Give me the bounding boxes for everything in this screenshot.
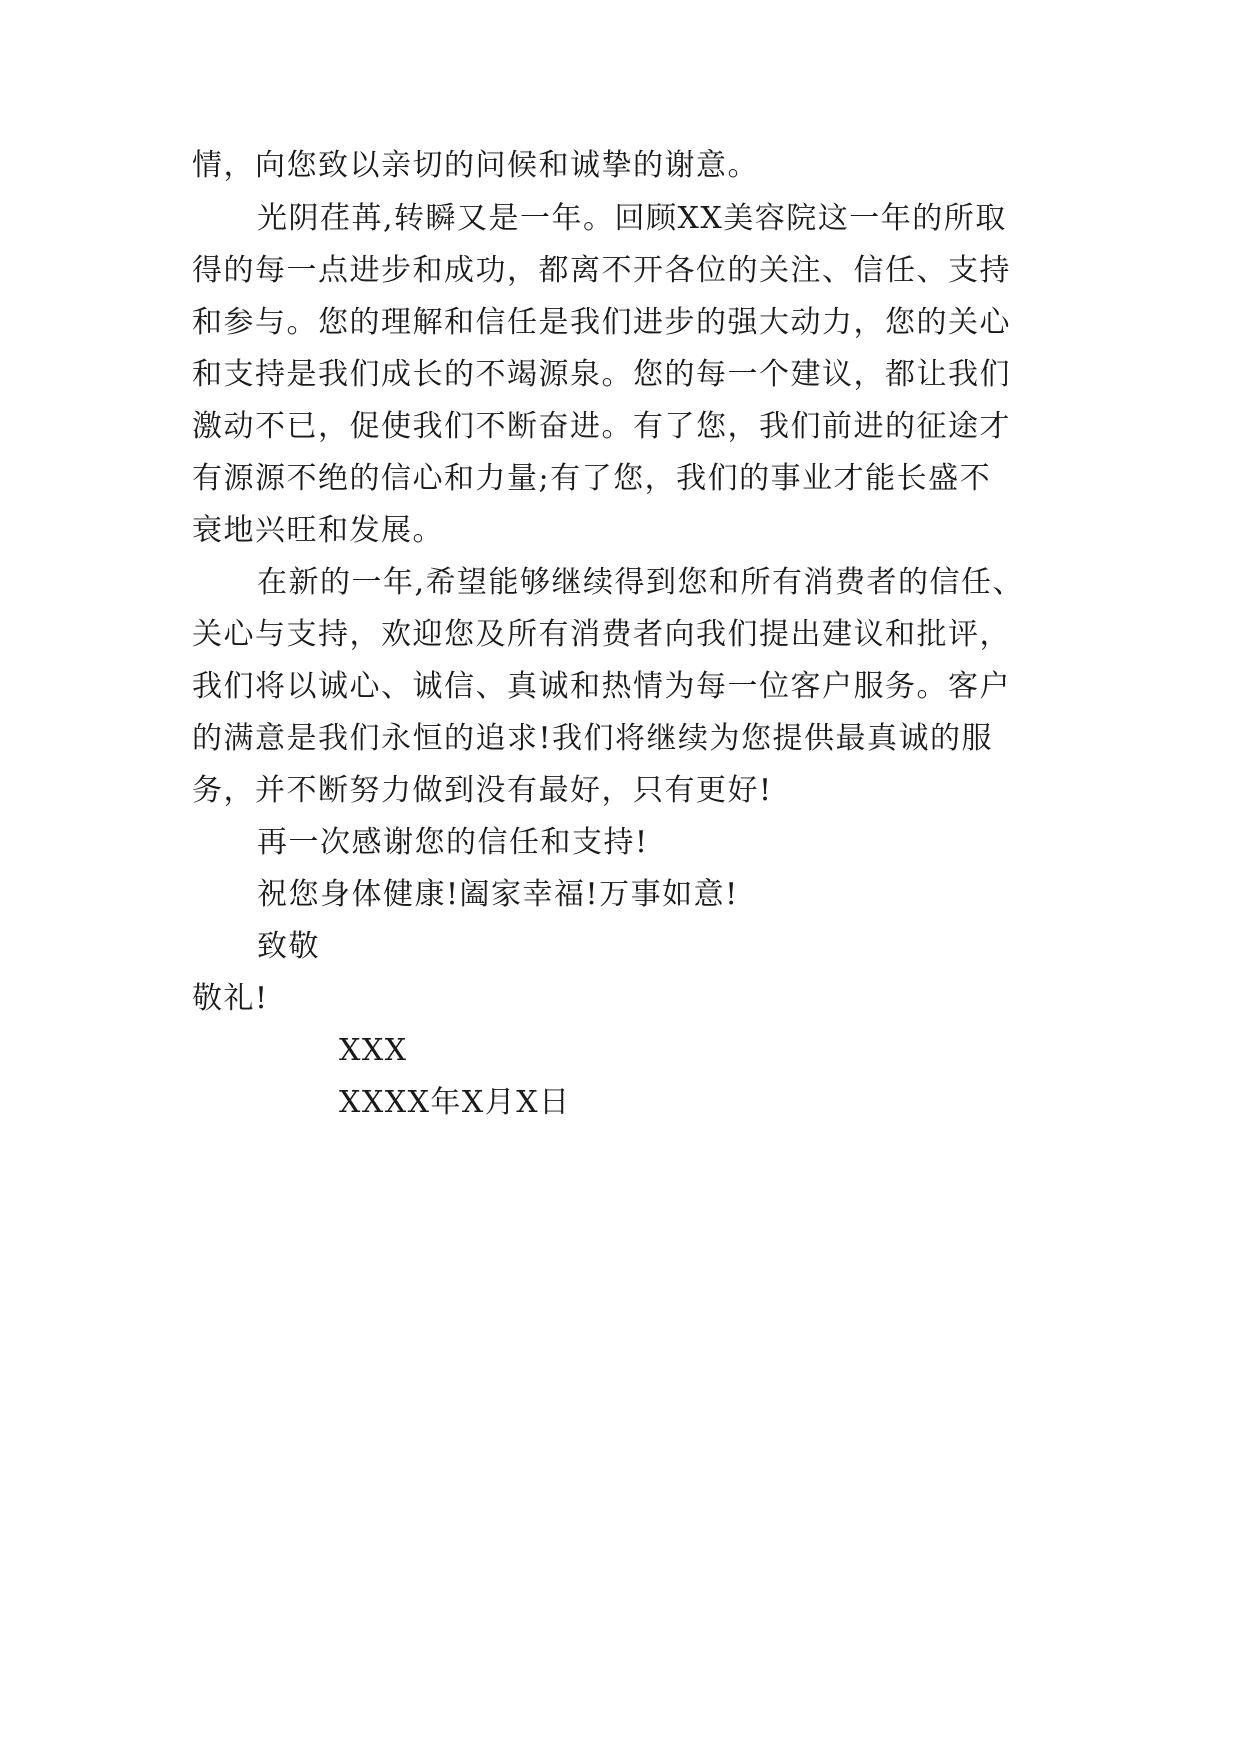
paragraph-2-line-3: 我们将以诚心、诚信、真诚和热情为每一位客户服务。客户 bbox=[192, 669, 1011, 704]
paragraph-1-line-4: 和支持是我们成长的不竭源泉。您的每一个建议，都让我们 bbox=[192, 357, 1011, 392]
paragraph-1-line-2: 得的每一点进步和成功，都离不开各位的关注、信任、支持 bbox=[192, 253, 1011, 288]
paragraph-1-line-3: 和参与。您的理解和信任是我们进步的强大动力，您的关心 bbox=[192, 305, 1011, 340]
paragraph-2-line-4: 的满意是我们永恒的追求!我们将继续为您提供最真诚的服 bbox=[192, 721, 994, 756]
letter-opening-tail: 情，向您致以亲切的问候和诚挚的谢意。 bbox=[192, 148, 759, 183]
paragraph-2-line-2: 关心与支持，欢迎您及所有消费者向我们提出建议和批评， bbox=[192, 617, 1011, 652]
paragraph-1-line-5: 激动不已，促使我们不断奋进。有了您，我们前进的征途才 bbox=[192, 409, 1011, 444]
closing-regards: 敬礼! bbox=[192, 981, 269, 1016]
signature: XXX bbox=[339, 1033, 408, 1068]
wishes-line: 祝您身体健康!阖家幸福!万事如意! bbox=[257, 877, 739, 912]
thanks-line: 再一次感谢您的信任和支持! bbox=[257, 825, 649, 860]
paragraph-2-line-5: 务，并不断努力做到没有最好，只有更好! bbox=[192, 773, 773, 808]
letter-date: XXXX年X月X日 bbox=[339, 1085, 571, 1120]
closing-salutation: 致敬 bbox=[257, 929, 320, 964]
paragraph-1-line-1: 光阴荏苒,转瞬又是一年。回顾XX美容院这一年的所取 bbox=[257, 201, 1007, 236]
paragraph-2-line-1: 在新的一年,希望能够继续得到您和所有消费者的信任、 bbox=[257, 565, 1025, 600]
paragraph-1-line-6: 有源源不绝的信心和力量;有了您，我们的事业才能长盛不 bbox=[192, 461, 992, 496]
paragraph-1-line-7: 衰地兴旺和发展。 bbox=[192, 513, 444, 548]
